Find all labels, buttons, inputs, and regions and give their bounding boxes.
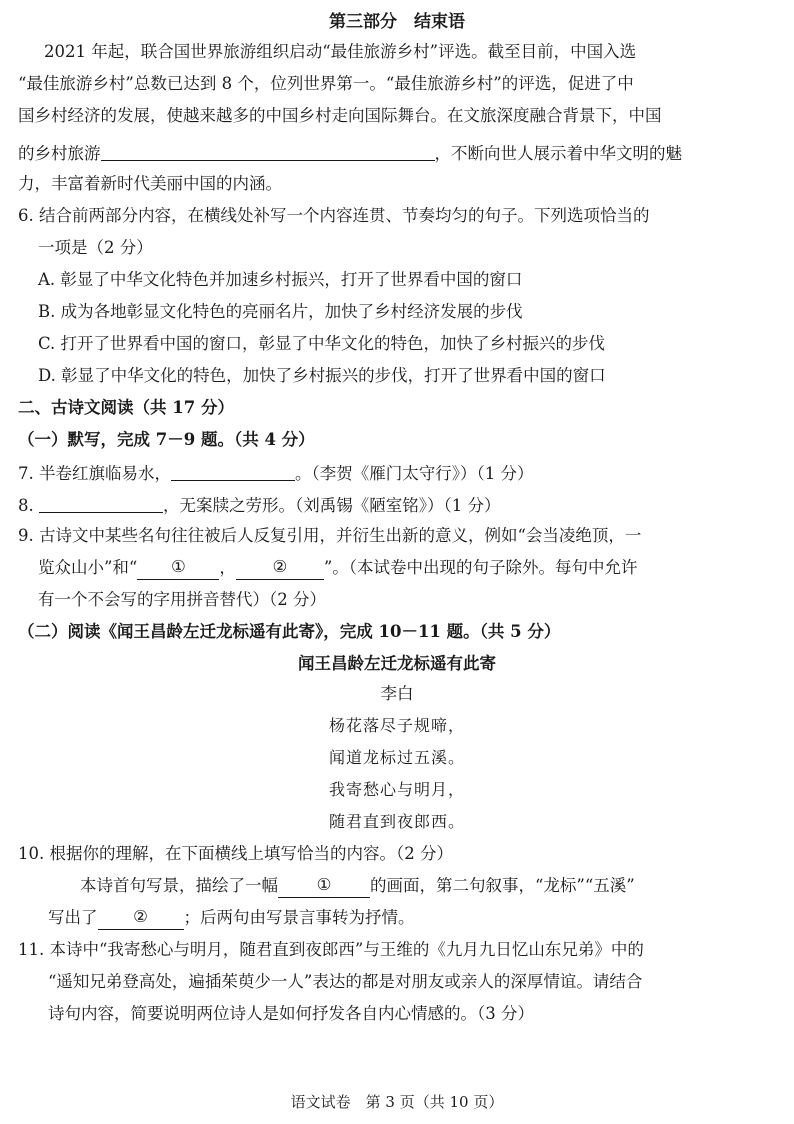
intro-line-2: “最佳旅游乡村”总数已达到 8 个，位列世界第一。“最佳旅游乡村”的评选，促进了中 <box>18 74 634 93</box>
q9-end: ”。（本试卷中出现的句子除外。每句中允许 <box>323 558 638 577</box>
q9-start: 览众山小”和“ <box>38 558 138 577</box>
intro-answer-blank[interactable] <box>101 142 435 161</box>
part2-heading: 二、古诗文阅读（共 17 分） <box>18 398 234 417</box>
q11-stem-2: “遥知兄弟登高处，遍插茱萸少一人”表达的都是对朋友或亲人的深厚情谊。请结合 <box>48 972 643 991</box>
q10-stem-1: 10. 根据你的理解，在下面横线上填写恰当的内容。（2 分） <box>18 844 453 863</box>
q10-marker-2: ② <box>133 907 148 926</box>
page-footer: 语文试卷 第 3 页（共 10 页） <box>290 1093 504 1111</box>
q6-option-b[interactable]: B. 成为各地彰显文化特色的亮丽名片，加快了乡村经济发展的步伐 <box>38 302 523 321</box>
q6-option-a[interactable]: A. 彰显了中华文化特色并加速乡村振兴，打开了世界看中国的窗口 <box>38 270 523 289</box>
intro-line-4-end: ，不断向世人展示着中华文明的魅 <box>434 144 682 163</box>
q7-answer-blank[interactable] <box>171 462 295 481</box>
intro-line-5: 力，丰富着新时代美丽中国的内涵。 <box>18 174 282 193</box>
q7-line <box>18 460 534 486</box>
q10-blank-2[interactable] <box>98 907 184 930</box>
q10-start: 本诗首句写景，描绘了一幅 <box>80 876 278 895</box>
poem-line-4: 随君直到夜郎西。 <box>328 812 465 831</box>
q11-stem-1: 11. 本诗中“我寄愁心与明月，随君直到夜郎西”与王维的《九月九日忆山东兄弟》中的 <box>18 940 644 959</box>
q6-option-c[interactable]: C. 打开了世界看中国的窗口，彰显了中华文化的特色，加快了乡村振兴的步伐 <box>38 334 606 353</box>
poem-line-1: 杨花落尽子规啼， <box>328 716 465 735</box>
q10-line3-end: ；后两句由写景言事转为抒情。 <box>183 908 415 927</box>
q10-marker-1: ① <box>316 875 332 894</box>
section-title: 第三部分 结束语 <box>329 12 465 32</box>
sub1-heading: （一）默写，完成 7－9 题。（共 4 分） <box>18 430 315 449</box>
intro-line-4-start: 的乡村旅游 <box>18 144 101 163</box>
sub2-heading: （二）阅读《闻王昌龄左迁龙标遥有此寄》，完成 10－11 题。（共 5 分） <box>18 622 561 641</box>
intro-line-4 <box>18 140 682 166</box>
q8-start: 8. <box>18 496 39 515</box>
q10-stem-2 <box>80 874 635 898</box>
q6-stem-1: 6. 结合前两部分内容，在横线处补写一个内容连贯、节奏均匀的句子。下列选项恰当的 <box>18 206 650 225</box>
q9-separator: ， <box>219 558 236 577</box>
q7-start: 7. 半卷红旗临易水， <box>18 464 171 483</box>
q6-option-d[interactable]: D. 彰显了中华文化的特色，加快了乡村振兴的步伐，打开了世界看中国的窗口 <box>38 366 606 385</box>
q10-stem-3 <box>48 906 415 930</box>
intro-line-3: 国乡村经济的发展，使越来越多的中国乡村走向国际舞台。在文旅深度融合背景下，中国 <box>18 106 662 125</box>
q10-middle: 的画面，第二句叙事，“龙标”“五溪” <box>370 876 635 895</box>
poem-title: 闻王昌龄左迁龙标遥有此寄 <box>298 654 496 673</box>
intro-line-1: 2021 年起，联合国世界旅游组织启动“最佳旅游乡村”评选。截至目前，中国入选 <box>44 42 637 61</box>
poem-line-3: 我寄愁心与明月， <box>328 780 465 799</box>
q9-stem-1: 9. 古诗文中某些名句往往被后人反复引用，并衍生出新的意义，例如“会当凌绝顶，一 <box>18 526 642 545</box>
q8-end: ，无案牍之劳形。（刘禹锡《陋室铭》）（1 分） <box>163 496 501 515</box>
poem-author: 李白 <box>380 684 414 703</box>
q11-stem-3: 诗句内容，简要说明两位诗人是如何抒发各自内心情感的。（3 分） <box>48 1004 534 1023</box>
q9-stem-2 <box>38 556 638 580</box>
q7-end: 。（李贺《雁门太守行》）（1 分） <box>295 464 534 483</box>
q9-blank-1[interactable] <box>137 557 219 580</box>
q9-stem-3: 有一个不会写的字用拼音替代）（2 分） <box>38 590 326 609</box>
q10-line3-start: 写出了 <box>48 908 98 927</box>
q8-answer-blank[interactable] <box>39 494 163 513</box>
q10-blank-1[interactable] <box>278 875 370 898</box>
q8-line <box>18 492 501 518</box>
q9-blank-2[interactable] <box>236 557 324 580</box>
q9-marker-2: ② <box>272 557 288 576</box>
q6-stem-2: 一项是（2 分） <box>38 238 153 257</box>
q9-marker-1: ① <box>170 557 186 576</box>
poem-line-2: 闻道龙标过五溪。 <box>328 748 465 767</box>
